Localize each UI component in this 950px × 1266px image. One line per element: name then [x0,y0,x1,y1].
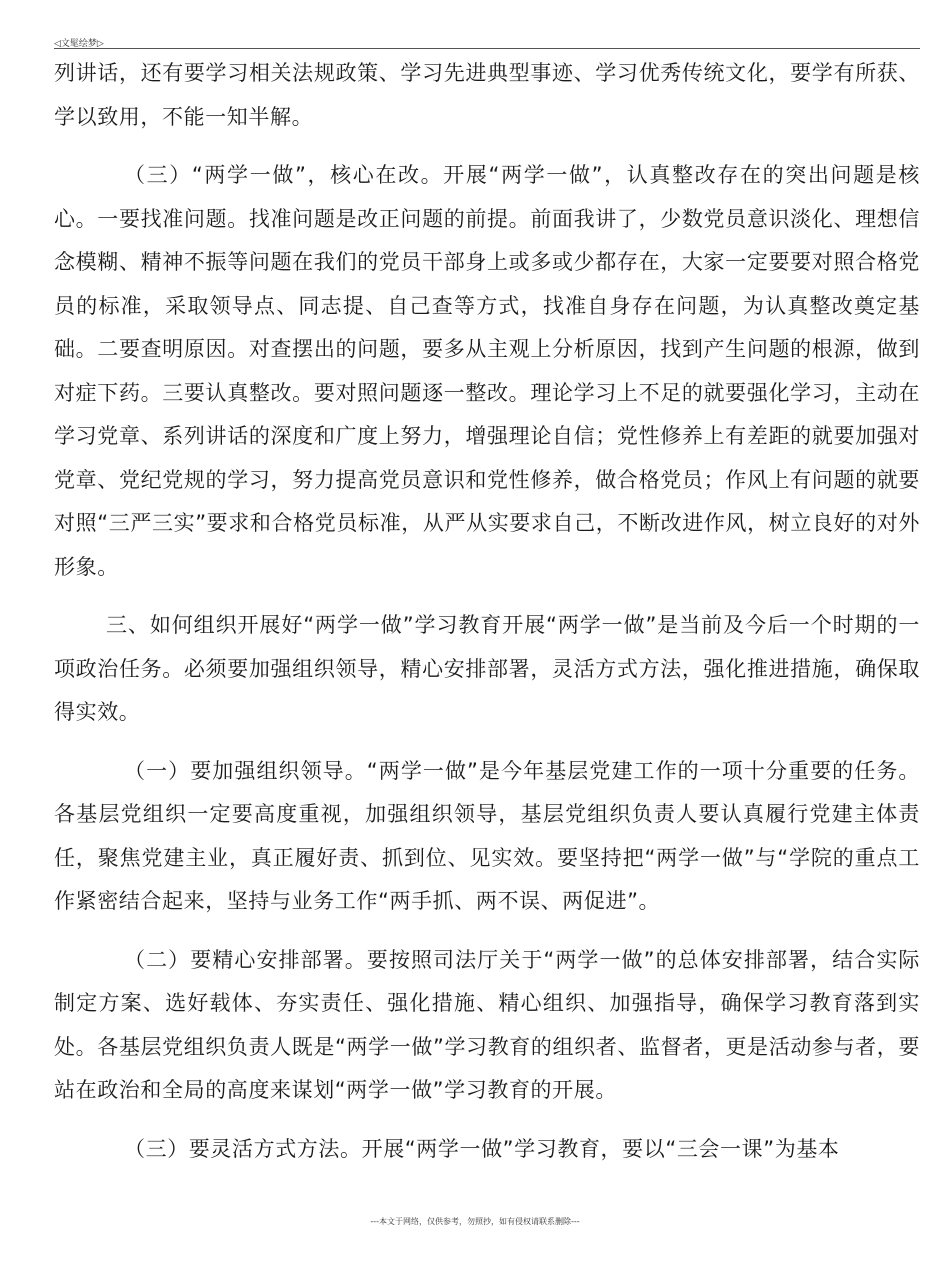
paragraph-item-3: （三）要灵活方式方法。开展“两学一做”学习教育，要以“三会一课”为基本 [124,1136,840,1161]
paragraph-gap [54,735,920,750]
header-logo-mark: ◁文髦绘梦▷ [54,39,104,49]
paragraph-section-3: （三）“两学一做”，核心在改。开展“两学一做”，认真整改存在的突出问题是核心。一要找准问题。找准问题是改正问题的前提。前面我讲了，少数党员意识淡化、理想信念模糊、精神不振等问题在我们的党员干部身上或多或少都存在，大家一定要要对照合格党员的标准，采取领导点、同志提、自己查等方式，找准自身存在问题，为认真整改奠定基础。二要查明原因。对查摆出的问题，要多从主观上分析原因，找到产生问题的根源，做到对症下药。三要认真整改。要对照问题逐一整改。理论学习上不足的就要强化学习，主动在学习党章、系列讲话的深度和广度上努力，增强理论自信；党性修养上有差距的就要加强对党章、党纪党规的学习，努力提高党员意识和党性修养，做合格党员；作风上有问题的就要对照“三严三实”要求和合格党员标准，从严从实要求自己，不断改进作风，树立良好的对外形象。 [54,163,920,579]
paragraph-gap [54,589,920,604]
paragraph-gap [54,139,920,154]
paragraph-heading-3: 三、如何组织开展好“两学一做”学习教育开展“两学一做”是当前及今后一个时期的一项政治任务。必须要加强组织领导，精心安排部署，灵活方式方法，强化推进措施，确保取得实效。 [54,613,920,724]
footer-disclaimer: ---本文于网络，仅供参考，勿照抄，如有侵权请联系删除--- [370,1217,580,1226]
paragraph-item-2: （二）要精心安排部署。要按照司法厅关于“两学一做”的总体安排部署，结合实际制定方案、选好载体、夯实责任、强化措施、精心组织、加强指导，确保学习教育落到实处。各基层党组织负责人既是“两学一做”学习教育的组织者、监督者，更是活动参与者，要站在政治和全局的高度来谋划“两学一做”学习教育的开展。 [54,947,920,1102]
paragraph-gap [54,924,920,939]
document-body [54,52,920,1171]
paragraph-continuation: 列讲话，还有要学习相关法规政策、学习先进典型事迹、学习优秀传统文化，要学有所获、学以致用，不能一知半解。 [54,61,920,129]
paragraph-gap [54,1113,920,1128]
paragraph-item-1: （一）要加强组织领导。“两学一做”是今年基层党建工作的一项十分重要的任务。各基层党组织一定要高度重视，加强组织领导，基层党组织负责人要认真履行党建主体责任，聚焦党建主业，真正履好责、抓到位、见实效。要坚持把“两学一做”与“学院的重点工作紧密结合起来，坚持与业务工作“两手抓、两不误、两促进”。 [54,758,920,913]
header-divider [54,48,920,49]
